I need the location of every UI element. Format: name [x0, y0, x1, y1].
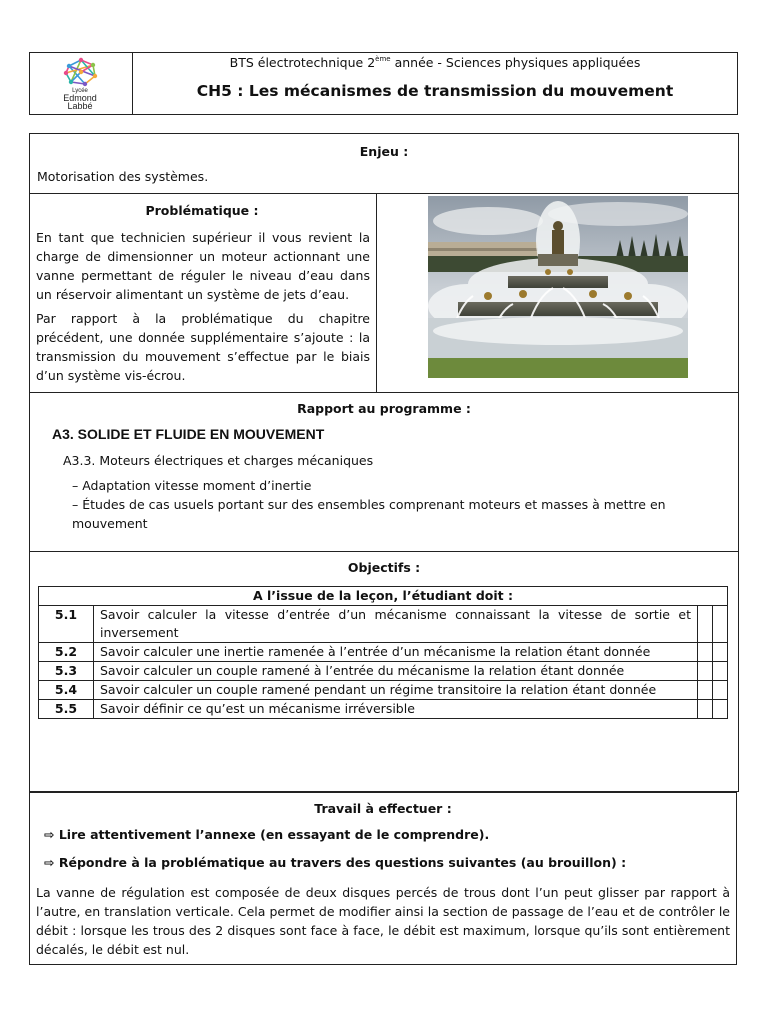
checkbox-cell: [713, 681, 728, 700]
network-globe-logo: [61, 56, 101, 88]
checkbox-cell: [698, 700, 713, 719]
fountain-photo: [428, 196, 688, 378]
logo-text-labbe: Labbé: [67, 101, 93, 111]
vertical-divider: [376, 193, 377, 392]
table-row: [39, 681, 728, 700]
checkbox-cell: [713, 606, 728, 643]
travail-label: Travail à effectuer :: [314, 801, 452, 816]
checkbox-cell: [698, 662, 713, 681]
instruction-text: Lire attentivement l’annexe (en essayant de le comprendre).: [58, 827, 490, 842]
subtitle-pre: BTS électrotechnique 2: [229, 55, 376, 70]
objective-number: 5.4: [39, 681, 94, 700]
divider: [30, 392, 738, 393]
programme-item-continued: mouvement: [72, 516, 148, 531]
checkbox-cell: [698, 606, 713, 643]
enjeu-text: Motorisation des systèmes.: [37, 169, 209, 184]
table-header: A l’issue de la leçon, l’étudiant doit :: [39, 587, 728, 606]
programme-item: – Adaptation vitesse moment d’inertie: [72, 478, 312, 493]
lesson-overview-block: [29, 133, 739, 792]
table-row: [39, 606, 728, 643]
subtitle-post: année - Sciences physiques appliquées: [390, 55, 641, 70]
objective-number: 5.1: [39, 606, 94, 643]
objective-number: 5.3: [39, 662, 94, 681]
objectives-table: [38, 586, 728, 719]
enjeu-label: Enjeu :: [359, 144, 409, 159]
programme-heading: A3. SOLIDE ET FLUIDE EN MOUVEMENT: [52, 426, 325, 442]
problematique-label: Problématique :: [145, 203, 259, 218]
problematique-paragraph-1: En tant que technicien supérieur il vous revient la charge de dimensionner un moteur actionnant une vanne permettant de réguler le niveau d’eau dans un réservoir alimentant un système de jets d’eau.: [36, 230, 370, 302]
objective-text: Savoir définir ce qu’est un mécanisme irréversible: [94, 700, 698, 719]
objective-text: Savoir calculer un couple ramené à l’entrée du mécanisme la relation étant donnée: [94, 662, 698, 681]
checkbox-cell: [713, 662, 728, 681]
logo-text-lycee: Lycée: [72, 88, 88, 94]
subtitle-sup: ème: [375, 55, 391, 63]
objectifs-label: Objectifs :: [347, 560, 421, 575]
instruction-text: Répondre à la problématique au travers des questions suivantes (au brouillon) :: [58, 855, 627, 870]
problematique-paragraph-2: Par rapport à la problématique du chapitre précédent, une donnée supplémentaire s’ajoute : la transmission du mouvement s’effectue par le biais d’un système vis-écrou.: [36, 311, 370, 383]
checkbox-cell: [713, 643, 728, 662]
programme-subheading: A3.3. Moteurs électriques et charges mécaniques: [63, 453, 374, 468]
objective-number: 5.5: [39, 700, 94, 719]
logo-text-edmond: Edmond: [63, 93, 97, 103]
objective-text: Savoir calculer la vitesse d’entrée d’un mécanisme connaissant la vitesse de sortie et inversement: [94, 606, 698, 643]
table-row: [39, 700, 728, 719]
work-to-do-block: [29, 792, 737, 965]
travail-paragraph: La vanne de régulation est composée de deux disques percés de trous dont l’un peut glisser par rapport à l’autre, en translation verticale. Cela permet de modifier ainsi la section de passage de l’eau et de contrôler le débit : lorsque les trous des 2 disques sont face à face, le débit est maximum, lorsque qu’ils sont entièrement décalés, le débit est nul.: [36, 885, 730, 957]
divider: [30, 193, 738, 194]
document-header: [29, 52, 738, 115]
table-row: [39, 643, 728, 662]
checkbox-cell: [698, 643, 713, 662]
table-row: [39, 662, 728, 681]
divider: [30, 551, 738, 552]
instruction-item: [44, 827, 489, 842]
table-header-row: [39, 587, 728, 606]
right-arrow-icon: ⇨: [44, 827, 55, 842]
objective-text: Savoir calculer un couple ramené pendant un régime transitoire la relation étant donnée: [94, 681, 698, 700]
checkbox-cell: [713, 700, 728, 719]
objective-text: Savoir calculer une inertie ramenée à l’entrée d’un mécanisme la relation étant donnée: [94, 643, 698, 662]
instruction-item: [44, 855, 626, 870]
right-arrow-icon: ⇨: [44, 855, 55, 870]
course-subtitle: [133, 55, 737, 70]
chapter-title: CH5 : Les mécanismes de transmission du mouvement: [196, 82, 674, 100]
programme-item: – Études de cas usuels portant sur des ensembles comprenant moteurs et masses à mettre en: [72, 497, 666, 512]
programme-label: Rapport au programme :: [297, 401, 471, 416]
checkbox-cell: [698, 681, 713, 700]
school-logo-cell: [30, 53, 133, 114]
objective-number: 5.2: [39, 643, 94, 662]
